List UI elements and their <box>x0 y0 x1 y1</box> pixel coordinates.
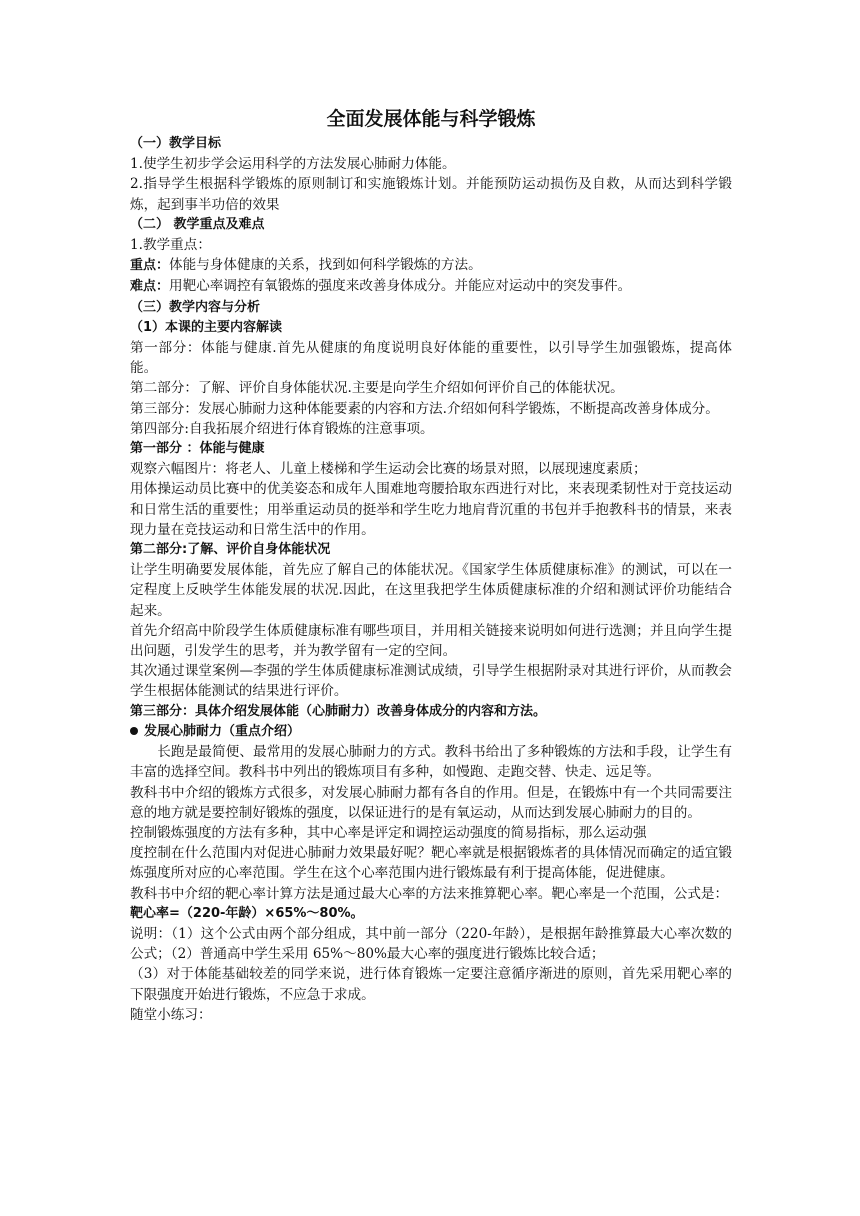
formula: 靶心率=（220-年龄）×65%～80%。 <box>130 905 364 921</box>
paragraph: 观察六幅图片：将老人、儿童上楼梯和学生运动会比赛的场景对照，以展现速度素质； <box>130 461 647 478</box>
paragraph: 其次通过课堂案例—李强的学生体质健康标准测试成绩，引导学生根据附录对其进行评价，从而教会学生根据体能测试的结果进行评价。 <box>130 663 732 700</box>
bullet-dot-icon <box>130 727 138 735</box>
difficulty-label: 难点： <box>130 279 170 295</box>
keypoint-line <box>130 255 732 276</box>
goal-item: 2.指导学生根据科学锻炼的原则制订和实施锻炼计划。并能预防运动损伤及自救，从而达到科学锻炼，起到事半功倍的效果 <box>130 176 732 213</box>
paragraph: 度控制在什么范围内对促进心肺耐力效果最好呢？靶心率就是根据锻炼者的具体情况而确定的适宜锻炼强度所对应的心率范围。学生在这个心率范围内进行锻炼最有利于提高体能，促进健康。 <box>130 845 732 882</box>
paragraph: 长跑是最简便、最常用的发展心肺耐力的方式。教科书给出了多种锻炼的方法和手段，让学生有丰富的选择空间。教科书中列出的锻炼项目有多种，如慢跑、走跑交替、快走、远足等。 <box>130 744 732 781</box>
paragraph: 让学生明确要发展体能，首先应了解自己的体能状况。《国家学生体质健康标准》的测试，可以在一定程度上反映学生体能发展的状况.因此，在这里我把学生体质健康标准的介绍和测试评价功能结合起来。 <box>130 562 732 619</box>
paragraph: 随堂小练习： <box>130 1006 212 1023</box>
difficulty-line <box>130 276 732 297</box>
goal-item: 1.使学生初步学会运用科学的方法发展心肺耐力体能。 <box>130 156 456 173</box>
keypoint-label: 重点： <box>130 258 170 274</box>
paragraph: 教科书中介绍的锻炼方式很多，对发展心肺耐力都有各自的作用。但是，在锻炼中有一个共同需要注意的地方就是要控制好锻炼的强度，以保证进行的是有氧运动，从而达到发展心肺耐力的目的。 <box>130 784 732 821</box>
bullet-item <box>130 722 732 742</box>
paragraph: 第一部分：体能与健康.首先从健康的角度说明良好体能的重要性，以引导学生加强锻炼，提高体能。 <box>130 340 732 377</box>
paragraph: 首先介绍高中阶段学生体质健康标准有哪些项目，并用相关链接来说明如何进行选测；并且向学生提出问题，引发学生的思考，并为教学留有一定的空间。 <box>130 622 732 660</box>
subsection-heading: （1）本课的主要内容解读 <box>130 319 283 335</box>
part-heading: 第二部分:了解、评价自身体能状况 <box>130 542 331 558</box>
keypoint-text: 体能与身体健康的关系，找到如何科学锻炼的方法。 <box>169 257 482 274</box>
paragraph: 第四部分:自我拓展介绍进行体育锻炼的注意事项。 <box>130 420 434 437</box>
paragraph: 控制锻炼强度的方法有多种，其中心率是评定和调控运动强度的简易指标，那么运动强 <box>130 824 647 841</box>
section-heading-keypoints: （二） 教学重点及难点 <box>130 216 265 232</box>
paragraph: （3）对于体能基础较差的同学来说，进行体育锻炼一定要注意循序渐进的原则，首先采用靶心率的下限强度开始进行锻炼，不应急于求成。 <box>130 966 732 1003</box>
paragraph: 说明：（1）这个公式由两个部分组成，其中前一部分（220-年龄），是根据年龄推算最大心率次数的公式；（2）普通高中学生采用 65%～80%最大心率的强度进行锻炼比较合适； <box>130 925 732 963</box>
bullet-text: 发展心肺耐力（重点介绍） <box>144 723 301 739</box>
paragraph: 第二部分：了解、评价自身体能状况.主要是向学生介绍如何评价自己的体能状况。 <box>130 380 624 397</box>
section-heading-goals: （一）教学目标 <box>130 136 222 151</box>
document-page <box>130 100 732 1025</box>
difficulty-text: 用靶心率调控有氧锻炼的强度来改善身体成分。并能应对运动中的突发事件。 <box>169 278 632 295</box>
keypoint-heading: 1.教学重点： <box>130 237 211 254</box>
paragraph: 用体操运动员比赛中的优美姿态和成年人围难地弯腰拾取东西进行对比，来表现柔韧性对于竞技运动和日常生活的重要性；用举重运动员的挺举和学生吃力地肩背沉重的书包并手抱教科书的情景，来表现力量在竞技运动和日常生活中的作用。 <box>130 481 732 538</box>
section-heading-content: （三）教学内容与分析 <box>130 299 261 315</box>
paragraph: 第三部分：发展心肺耐力这种体能要素的内容和方法.介绍如何科学锻炼，不断提高改善身体成分。 <box>130 400 719 417</box>
part-heading: 第一部分 ：体能与健康 <box>130 441 265 457</box>
part-heading: 第三部分：具体介绍发展体能（心肺耐力）改善身体成分的内容和方法。 <box>130 703 547 719</box>
paragraph: 教科书中介绍的靶心率计算方法是通过最大心率的方法来推算靶心率。靶心率是一个范围，公式是： <box>130 885 729 902</box>
document-title: 全面发展体能与科学锻炼 <box>326 108 536 130</box>
